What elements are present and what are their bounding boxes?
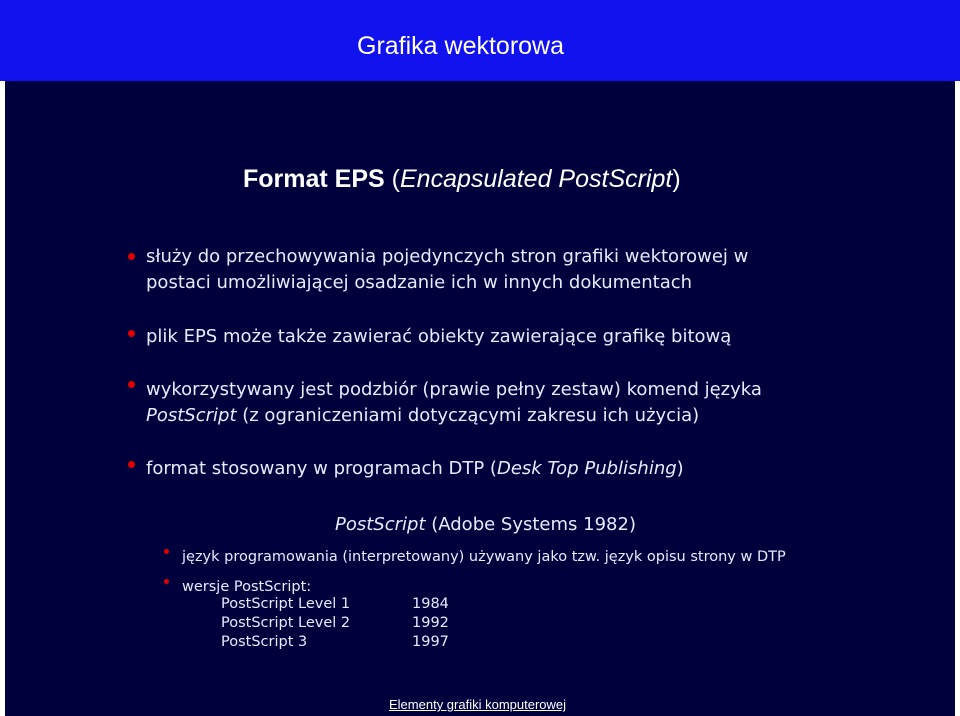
bullet-4-prefix: format stosowany w programach DTP (	[146, 458, 497, 479]
bullet-dot	[128, 461, 135, 468]
header-bar	[0, 0, 960, 81]
bullet-4-suffix: )	[676, 458, 684, 479]
bullet-dot	[164, 579, 169, 584]
bullet-3-italic: PostScript	[146, 405, 237, 426]
footer-bar	[5, 689, 955, 716]
header-title: Grafika wektorowa	[357, 32, 565, 60]
bullet-2-line-1: plik EPS może także zawierać obiekty zawierające grafikę bitową	[146, 326, 732, 347]
section-title-open: (	[384, 165, 400, 193]
bullet-3-line-2	[146, 404, 699, 428]
bullet-dot	[128, 253, 135, 260]
version-year: 1984	[412, 596, 449, 612]
bullet-1-line-1: służy do przechowywania pojedynczych stron grafiki wektorowej w	[146, 246, 749, 267]
postscript-item-1: język programowania (interpretowany) używany jako tzw. język opisu strony w DTP	[182, 549, 786, 565]
bullet-dot	[164, 549, 169, 554]
bullet-3-line-1: wykorzystywany jest podzbiór (prawie pełny zestaw) komend języka	[146, 379, 762, 400]
postscript-item-2: wersje PostScript:	[182, 579, 312, 595]
section-title-italic: Encapsulated PostScript	[399, 165, 673, 193]
version-name: PostScript Level 2	[221, 615, 351, 631]
bullet-dot	[128, 330, 135, 337]
section-title	[243, 163, 681, 195]
bullet-4-italic: Desk Top Publishing	[496, 458, 677, 479]
section-title-bold: Format EPS	[243, 165, 385, 193]
version-year: 1997	[412, 634, 449, 650]
version-year: 1992	[412, 615, 449, 631]
bullet-1-line-2: postaci umożliwiającej osadzanie ich w innych dokumentach	[146, 272, 693, 293]
version-name: PostScript Level 1	[221, 596, 351, 612]
section-title-close: )	[672, 165, 681, 193]
bullet-4-line	[146, 457, 684, 481]
postscript-heading	[335, 513, 636, 537]
bullet-3-rest: (z ograniczeniami dotyczącymi zakresu ich użycia)	[236, 405, 700, 426]
postscript-heading-rest: (Adobe Systems 1982)	[425, 514, 636, 535]
version-name: PostScript 3	[221, 634, 308, 650]
bullet-dot	[128, 381, 135, 388]
footer-link[interactable]: Elementy grafiki komputerowej	[389, 697, 567, 712]
postscript-heading-italic: PostScript	[335, 514, 426, 535]
